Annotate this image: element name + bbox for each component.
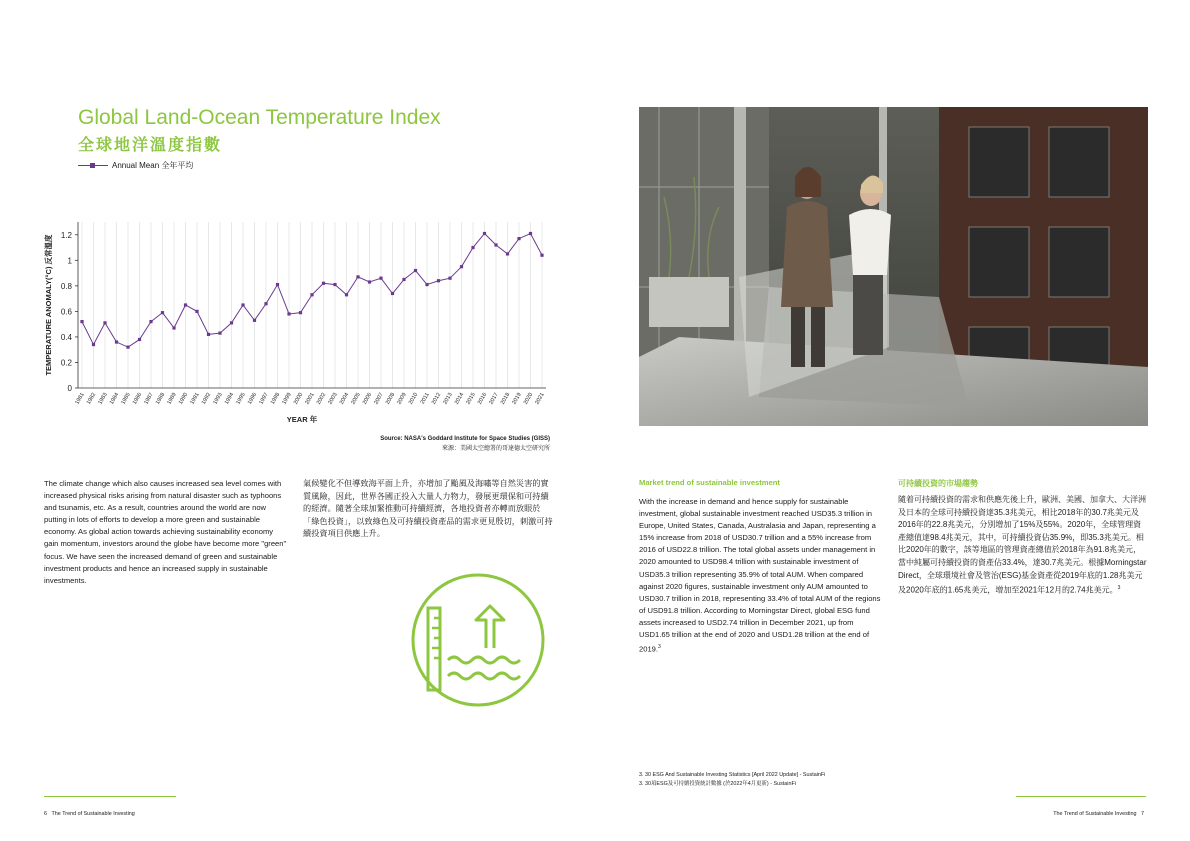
- footer-text-right: The Trend of Sustainable Investing: [1053, 811, 1137, 817]
- x-tick-label: 2021: [534, 392, 546, 406]
- footer-right: [1053, 811, 1144, 817]
- x-tick-label: 1998: [269, 392, 282, 406]
- chart-legend: [78, 160, 193, 171]
- x-tick-label: 2020: [522, 392, 535, 406]
- x-tick-label: 1993: [212, 392, 224, 406]
- x-tick-label: 2008: [384, 392, 397, 406]
- x-tick-label: 2015: [465, 392, 477, 406]
- y-tick-label: 1: [67, 256, 72, 266]
- footnote-ref-zh: 3: [1117, 585, 1121, 592]
- footer-rule-left: [44, 796, 176, 797]
- data-point: [402, 278, 405, 281]
- x-tick-label: 2019: [511, 392, 523, 406]
- data-point: [299, 311, 302, 314]
- data-point: [161, 311, 164, 314]
- x-tick-label: 1981: [74, 392, 86, 406]
- x-tick-label: 2009: [396, 392, 408, 406]
- x-tick-label: 1985: [120, 392, 132, 406]
- footnote-zh: 3. 30項ESG及可持續投資統計數據 (於2022年4月更新) - SustainFi: [639, 780, 796, 787]
- x-tick-label: 2018: [499, 392, 512, 406]
- page-number-left: 6: [44, 811, 47, 817]
- data-point: [241, 303, 244, 306]
- x-tick-label: 2004: [338, 392, 351, 406]
- data-point: [471, 246, 474, 249]
- x-axis-label: YEAR 年: [286, 415, 318, 424]
- data-point: [540, 254, 543, 257]
- data-point: [253, 319, 256, 322]
- x-tick-label: 1983: [97, 392, 109, 406]
- data-point: [448, 277, 451, 280]
- y-tick-label: 1.2: [60, 230, 72, 240]
- footnote-ref-en: 3: [658, 644, 661, 651]
- data-point: [333, 283, 336, 286]
- data-point: [460, 265, 463, 268]
- x-tick-label: 1986: [131, 392, 144, 406]
- y-tick-label: 0.6: [60, 307, 72, 317]
- x-tick-label: 2005: [350, 392, 362, 406]
- legend-marker: [78, 165, 108, 166]
- x-tick-label: 1994: [223, 392, 236, 406]
- data-point: [276, 283, 279, 286]
- data-point: [494, 243, 497, 246]
- x-tick-label: 1997: [258, 392, 270, 406]
- footnotes: [639, 771, 825, 788]
- data-point: [103, 321, 106, 324]
- body-text-zh-right: [898, 494, 1148, 597]
- data-point: [483, 232, 486, 235]
- footer-left: [44, 811, 135, 817]
- section-heading-zh: 可持續投資的市場趨勢: [898, 479, 978, 488]
- data-point: [368, 280, 371, 283]
- data-point: [529, 232, 532, 235]
- page-number-right: 7: [1141, 811, 1144, 817]
- x-tick-label: 1984: [108, 392, 121, 406]
- x-tick-label: 1991: [189, 392, 201, 406]
- chart-title-zh: 全球地洋溫度指數: [78, 137, 223, 154]
- data-point: [391, 292, 394, 295]
- x-tick-label: 1992: [200, 392, 213, 406]
- x-tick-label: 2012: [430, 392, 443, 406]
- data-point: [138, 338, 141, 341]
- section-heading-en: Market trend of sustainable investment: [639, 478, 780, 487]
- x-tick-label: 2000: [292, 392, 305, 406]
- data-point: [264, 302, 267, 305]
- footer-rule-right: [1016, 796, 1146, 797]
- source-line-en: Source: NASA's Goddard Institute for Space Studies (GISS): [380, 436, 550, 442]
- body-text-en-right-content: With the increase in demand and hence supply for sustainable investment, global sustainable investment reached USD35.3 trillion in Europe, United States, Canada, Australasia and Japan, representing a 15% increase from 2018 of USD30.7 trillion and a 55% increase from 2016 of USD22.8 trillion. The total global assets under management in 2020 amounted to USD98.4 trillion with sustainable investment of USD35.3 trillion representing 35.9% of total AUM. When compared against 2020 figures, sustainable investment only AUM amounted to USD30.7 trillion in 2018, representing 33.4% of total AUM of the regions of USD91.8 trillion. According to Morningstar Direct, global ESG fund assets increased to USD2.74 trillion in December 2021, up from USD1.65 trillion at the end of 2020 and USD1.28 trillion at the end of 2019.: [639, 497, 881, 654]
- x-tick-label: 1995: [235, 392, 247, 406]
- data-point: [230, 321, 233, 324]
- data-point: [126, 346, 129, 349]
- x-tick-label: 2014: [453, 392, 466, 406]
- x-tick-label: 2010: [407, 392, 420, 406]
- chart-source: [380, 434, 550, 454]
- data-point: [80, 320, 83, 323]
- data-point: [437, 279, 440, 282]
- data-point: [92, 343, 95, 346]
- body-text-zh-right-content: 隨着可持續投資的需求和供應先後上升，歐洲、美國、加拿大、大洋洲及日本的全球可持續投資達35.3兆美元，相比2018年的30.7兆美元及2016年的22.8兆美元，分別增加了15%及55%。2020年，全球管理資產總值達98.4兆美元，其中，可持續投資佔35.9%，即35.3兆美元。相比2020年的數字，該等地區的管理資產總值於2018年為91.8兆美元，當中純屬可持續投資的資產佔33.4%，達30.7兆美元。根據Morningstar Direct，全球環境社會及管治(ESG)基金資產從2019年底的1.28兆美元及2020年底的1.65兆美元，增加至2021年12月的2.74兆美元。: [898, 495, 1147, 595]
- x-tick-label: 1999: [281, 392, 293, 406]
- data-point: [425, 283, 428, 286]
- x-tick-label: 1990: [177, 392, 190, 406]
- data-point: [287, 312, 290, 315]
- footer-text-left: The Trend of Sustainable Investing: [51, 811, 135, 817]
- x-tick-label: 1982: [85, 392, 98, 406]
- data-point: [184, 303, 187, 306]
- x-tick-label: 1996: [246, 392, 259, 406]
- x-tick-label: 2002: [315, 392, 328, 406]
- data-point: [195, 310, 198, 313]
- y-tick-label: 0.8: [60, 281, 72, 291]
- data-point: [218, 331, 221, 334]
- y-axis-label: TEMPERATURE ANOMALY(°C) 反常溫度: [44, 234, 53, 376]
- data-point: [310, 293, 313, 296]
- data-point: [506, 252, 509, 255]
- data-point: [414, 269, 417, 272]
- two-women-balcony-photo: [639, 107, 1148, 426]
- body-text-en-left: The climate change which also causes increased sea level comes with increased physical risks arising from natural disaster such as typhoons and tsunamis, etc. As a result, countries around the world are now putting in lots of efforts to develop a more green and sustainable economy. As global action towards achieving sustainability economy gain momentum, investors around the globe have become more "green" focus. We have seen the increased demand of green and sustainable investment products and hence an increased supply in sustainable investments.: [44, 479, 287, 585]
- data-point: [345, 293, 348, 296]
- temperature-line-chart: [40, 205, 560, 430]
- x-tick-label: 1989: [166, 392, 178, 406]
- data-point: [322, 282, 325, 285]
- data-point: [149, 320, 152, 323]
- x-tick-label: 2017: [488, 392, 500, 406]
- data-point: [517, 237, 520, 240]
- data-point: [115, 340, 118, 343]
- data-point: [172, 326, 175, 329]
- legend-label: Annual Mean 全年平均: [112, 161, 194, 170]
- y-tick-label: 0.2: [60, 358, 72, 368]
- x-tick-label: 2016: [476, 392, 489, 406]
- y-tick-label: 0.4: [60, 332, 72, 342]
- x-tick-label: 2007: [373, 392, 385, 406]
- body-text-en-right: [639, 496, 885, 656]
- x-tick-label: 1987: [143, 392, 155, 406]
- x-tick-label: 2001: [304, 392, 316, 406]
- data-point: [356, 275, 359, 278]
- source-line-zh: 來源：美國太空總署的哥達德太空研究所: [441, 446, 550, 452]
- data-point: [207, 333, 210, 336]
- x-tick-label: 1988: [154, 392, 167, 406]
- sea-level-rise-icon: [410, 572, 546, 708]
- data-point: [379, 277, 382, 280]
- x-tick-label: 2013: [442, 392, 454, 406]
- x-tick-label: 2003: [327, 392, 339, 406]
- chart-title-en: Global Land-Ocean Temperature Index: [78, 106, 441, 129]
- body-text-zh-left: 氣候變化不但導致海平面上升，亦增加了颱風及海嘯等自然災害的實質風險，因此，世界各國正投入大量人力物力，發展更環保和可持續的經濟。隨著全球加緊推動可持續經濟，各地投資者亦轉而放眼於「綠色投資」，以致綠色及可持續投資產品的需求更見殷切，刺激可持續投資項目供應上升。: [303, 479, 553, 539]
- footnote-en: 3. 30 ESG And Sustainable Investing Statistics [April 2022 Update] - SustainFi: [639, 772, 826, 778]
- x-tick-label: 2011: [419, 392, 431, 406]
- x-tick-label: 2006: [361, 392, 374, 406]
- y-tick-label: 0: [67, 384, 72, 393]
